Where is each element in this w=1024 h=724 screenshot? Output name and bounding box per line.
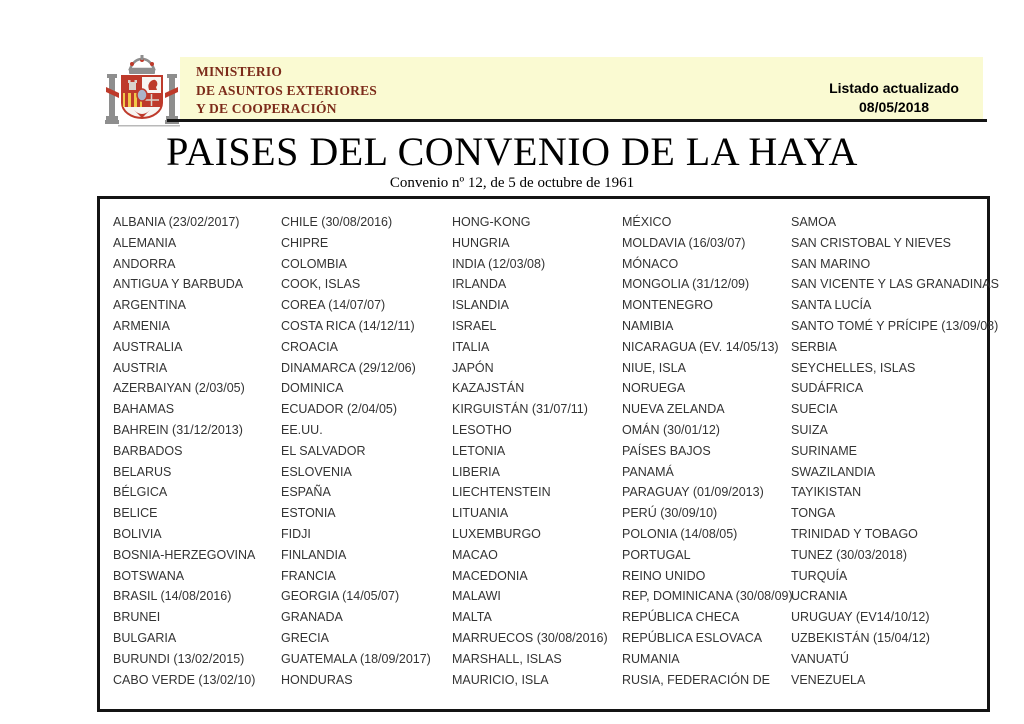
country-item: UCRANIA bbox=[791, 589, 848, 604]
country-item: BAHREIN (31/12/2013) bbox=[113, 422, 243, 437]
country-item: BARBADOS bbox=[113, 443, 183, 458]
country-item: SAN CRISTOBAL Y NIEVES bbox=[791, 235, 952, 250]
country-item: PAÍSES BAJOS bbox=[622, 443, 711, 458]
country-item: BOTSWANA bbox=[113, 568, 185, 583]
country-item: PANAMÁ bbox=[622, 464, 674, 479]
country-item: KAZAJSTÁN bbox=[452, 381, 525, 396]
country-item: LIECHTENSTEIN bbox=[452, 485, 551, 500]
country-item: BAHAMAS bbox=[113, 402, 175, 417]
country-item: MALAWI bbox=[452, 589, 501, 604]
country-item: MALTA bbox=[452, 610, 492, 625]
country-item: BOLIVIA bbox=[113, 526, 162, 541]
country-item: RUSIA, FEDERACIÓN DE bbox=[622, 672, 770, 687]
ministry-name bbox=[196, 63, 377, 119]
country-item: COSTA RICA (14/12/11) bbox=[281, 318, 415, 333]
ministry-line-3: Y DE COOPERACIÓN bbox=[196, 101, 337, 116]
country-item: HONDURAS bbox=[281, 672, 353, 687]
country-item: ECUADOR (2/04/05) bbox=[281, 402, 398, 417]
country-item: SUDÁFRICA bbox=[791, 381, 864, 396]
country-item: NIUE, ISLA bbox=[622, 360, 686, 375]
country-item: MÓNACO bbox=[622, 256, 679, 271]
country-item: PORTUGAL bbox=[622, 547, 691, 562]
country-column-3 bbox=[452, 212, 622, 709]
country-item: TONGA bbox=[791, 506, 836, 521]
country-item: ESLOVENIA bbox=[281, 464, 352, 479]
country-item: MAURICIO, ISLA bbox=[452, 672, 549, 687]
country-item: DINAMARCA (29/12/06) bbox=[281, 360, 416, 375]
country-item: PERÚ (30/09/10) bbox=[622, 506, 718, 521]
country-item: REPÚBLICA CHECA bbox=[622, 610, 740, 625]
country-item: FIDJI bbox=[281, 526, 311, 541]
country-item: TURQUÍA bbox=[791, 568, 848, 583]
country-item: TAYIKISTAN bbox=[791, 485, 862, 500]
country-item: BURUNDI (13/02/2015) bbox=[113, 651, 245, 666]
country-item: LETONIA bbox=[452, 443, 506, 458]
country-item: INDIA (12/03/08) bbox=[452, 256, 546, 271]
country-item: MACEDONIA bbox=[452, 568, 528, 583]
country-item: UZBEKISTÁN (15/04/12) bbox=[791, 630, 930, 645]
country-item: BRUNEI bbox=[113, 610, 161, 625]
country-item: VANUATÚ bbox=[791, 651, 849, 666]
country-table bbox=[97, 196, 999, 712]
country-item: MÉXICO bbox=[622, 215, 672, 229]
country-item: CHIPRE bbox=[281, 235, 329, 250]
country-item: BOSNIA-HERZEGOVINA bbox=[113, 547, 256, 562]
country-item: CABO VERDE (13/02/10) bbox=[113, 672, 256, 687]
country-item: AZERBAIYAN (2/03/05) bbox=[113, 381, 245, 396]
country-item: EE.UU. bbox=[281, 422, 323, 437]
country-item: SUIZA bbox=[791, 422, 828, 437]
country-column-2 bbox=[281, 212, 452, 709]
header-divider bbox=[167, 119, 987, 122]
country-item: SERBIA bbox=[791, 339, 837, 354]
country-item: GEORGIA (14/05/07) bbox=[281, 589, 400, 604]
country-item: SAMOA bbox=[791, 215, 837, 229]
country-item: COREA (14/07/07) bbox=[281, 298, 386, 313]
country-item: ISLANDIA bbox=[452, 298, 509, 313]
country-item: TUNEZ (30/03/2018) bbox=[791, 547, 908, 562]
country-item: ESTONIA bbox=[281, 506, 336, 521]
country-item: LUXEMBURGO bbox=[452, 526, 541, 541]
country-column-1 bbox=[113, 212, 281, 709]
country-item: MARSHALL, ISLAS bbox=[452, 651, 562, 666]
country-item: REINO UNIDO bbox=[622, 568, 706, 583]
country-item: EL SALVADOR bbox=[281, 443, 366, 458]
country-item: MARRUECOS (30/08/2016) bbox=[452, 630, 608, 645]
country-item: JAPÓN bbox=[452, 360, 494, 375]
country-item: SAN MARINO bbox=[791, 256, 871, 271]
country-item: REPÚBLICA ESLOVACA bbox=[622, 630, 763, 645]
country-item: AUSTRIA bbox=[113, 360, 168, 375]
country-item: BELICE bbox=[113, 506, 158, 521]
country-item: BULGARIA bbox=[113, 630, 177, 645]
country-item: TRINIDAD Y TOBAGO bbox=[791, 526, 918, 541]
country-item: FRANCIA bbox=[281, 568, 336, 583]
country-item: FINLANDIA bbox=[281, 547, 347, 562]
country-item: IRLANDA bbox=[452, 277, 507, 292]
country-item: PARAGUAY (01/09/2013) bbox=[622, 485, 764, 500]
country-item: ALEMANIA bbox=[113, 235, 177, 250]
country-item: SUECIA bbox=[791, 402, 838, 417]
country-item: MONTENEGRO bbox=[622, 298, 713, 313]
country-item: SWAZILANDIA bbox=[791, 464, 876, 479]
country-item: AUSTRALIA bbox=[113, 339, 183, 354]
country-item: CHILE (30/08/2016) bbox=[281, 215, 393, 229]
spain-coat-of-arms-icon bbox=[104, 55, 180, 129]
updated-info bbox=[829, 79, 959, 117]
country-item: ITALIA bbox=[452, 339, 490, 354]
country-item: BRASIL (14/08/2016) bbox=[113, 589, 232, 604]
country-item: LIBERIA bbox=[452, 464, 500, 479]
country-item: GUATEMALA (18/09/2017) bbox=[281, 651, 431, 666]
country-item: POLONIA (14/08/05) bbox=[622, 526, 738, 541]
country-item: ARMENIA bbox=[113, 318, 170, 333]
country-item: LITUANIA bbox=[452, 506, 509, 521]
country-item: ISRAEL bbox=[452, 318, 497, 333]
country-item: HONG-KONG bbox=[452, 215, 531, 229]
country-item: COLOMBIA bbox=[281, 256, 347, 271]
country-item: LESOTHO bbox=[452, 422, 512, 437]
country-item: ANTIGUA Y BARBUDA bbox=[113, 277, 244, 292]
ministry-header-band bbox=[180, 57, 983, 119]
country-item: CROACIA bbox=[281, 339, 338, 354]
country-item: ANDORRA bbox=[113, 256, 176, 271]
country-item: MACAO bbox=[452, 547, 498, 562]
country-item: SEYCHELLES, ISLAS bbox=[791, 360, 916, 375]
page-subtitle: Convenio nº 12, de 5 de octubre de 1961 bbox=[389, 175, 635, 191]
country-item: NAMIBIA bbox=[622, 318, 674, 333]
page-title: PAISES DEL CONVENIO DE LA HAYA bbox=[166, 129, 858, 174]
country-item: MOLDAVIA (16/03/07) bbox=[622, 235, 746, 250]
country-item: BÉLGICA bbox=[113, 485, 168, 500]
country-item: OMÁN (30/01/12) bbox=[622, 422, 720, 437]
ministry-line-2: DE ASUNTOS EXTERIORES bbox=[196, 82, 378, 98]
updated-label: Listado actualizado bbox=[829, 80, 959, 96]
country-item: ESPAÑA bbox=[281, 485, 331, 500]
country-column-4 bbox=[622, 212, 791, 709]
country-column-5 bbox=[791, 212, 999, 709]
country-item: KIRGUISTÁN (31/07/11) bbox=[452, 402, 588, 417]
country-item: NICARAGUA (EV. 14/05/13) bbox=[622, 339, 779, 354]
country-item: MONGOLIA (31/12/09) bbox=[622, 277, 750, 292]
country-item: GRANADA bbox=[281, 610, 343, 625]
country-item: HUNGRIA bbox=[452, 235, 510, 250]
country-item: SAN VICENTE Y LAS GRANADINAS bbox=[791, 277, 999, 292]
country-item: BELARUS bbox=[113, 464, 172, 479]
country-item: SANTA LUCÍA bbox=[791, 298, 872, 313]
updated-date: 08/05/2018 bbox=[859, 99, 930, 115]
country-item: COOK, ISLAS bbox=[281, 277, 361, 292]
country-item: VENEZUELA bbox=[791, 672, 866, 687]
country-item: REP, DOMINICANA (30/08/09) bbox=[622, 589, 793, 604]
country-item: NUEVA ZELANDA bbox=[622, 402, 725, 417]
country-item: SURINAME bbox=[791, 443, 857, 458]
country-item: ALBANIA (23/02/2017) bbox=[113, 215, 240, 229]
country-item: RUMANIA bbox=[622, 651, 680, 666]
country-item: URUGUAY (EV14/10/12) bbox=[791, 610, 930, 625]
country-item: GRECIA bbox=[281, 630, 329, 645]
country-item: DOMINICA bbox=[281, 381, 344, 396]
country-item: NORUEGA bbox=[622, 381, 686, 396]
country-item: SANTO TOMÉ Y PRÍCIPE (13/09/08) bbox=[791, 318, 999, 333]
country-item: ARGENTINA bbox=[113, 298, 186, 313]
ministry-line-1: MINISTERIO bbox=[196, 64, 283, 79]
